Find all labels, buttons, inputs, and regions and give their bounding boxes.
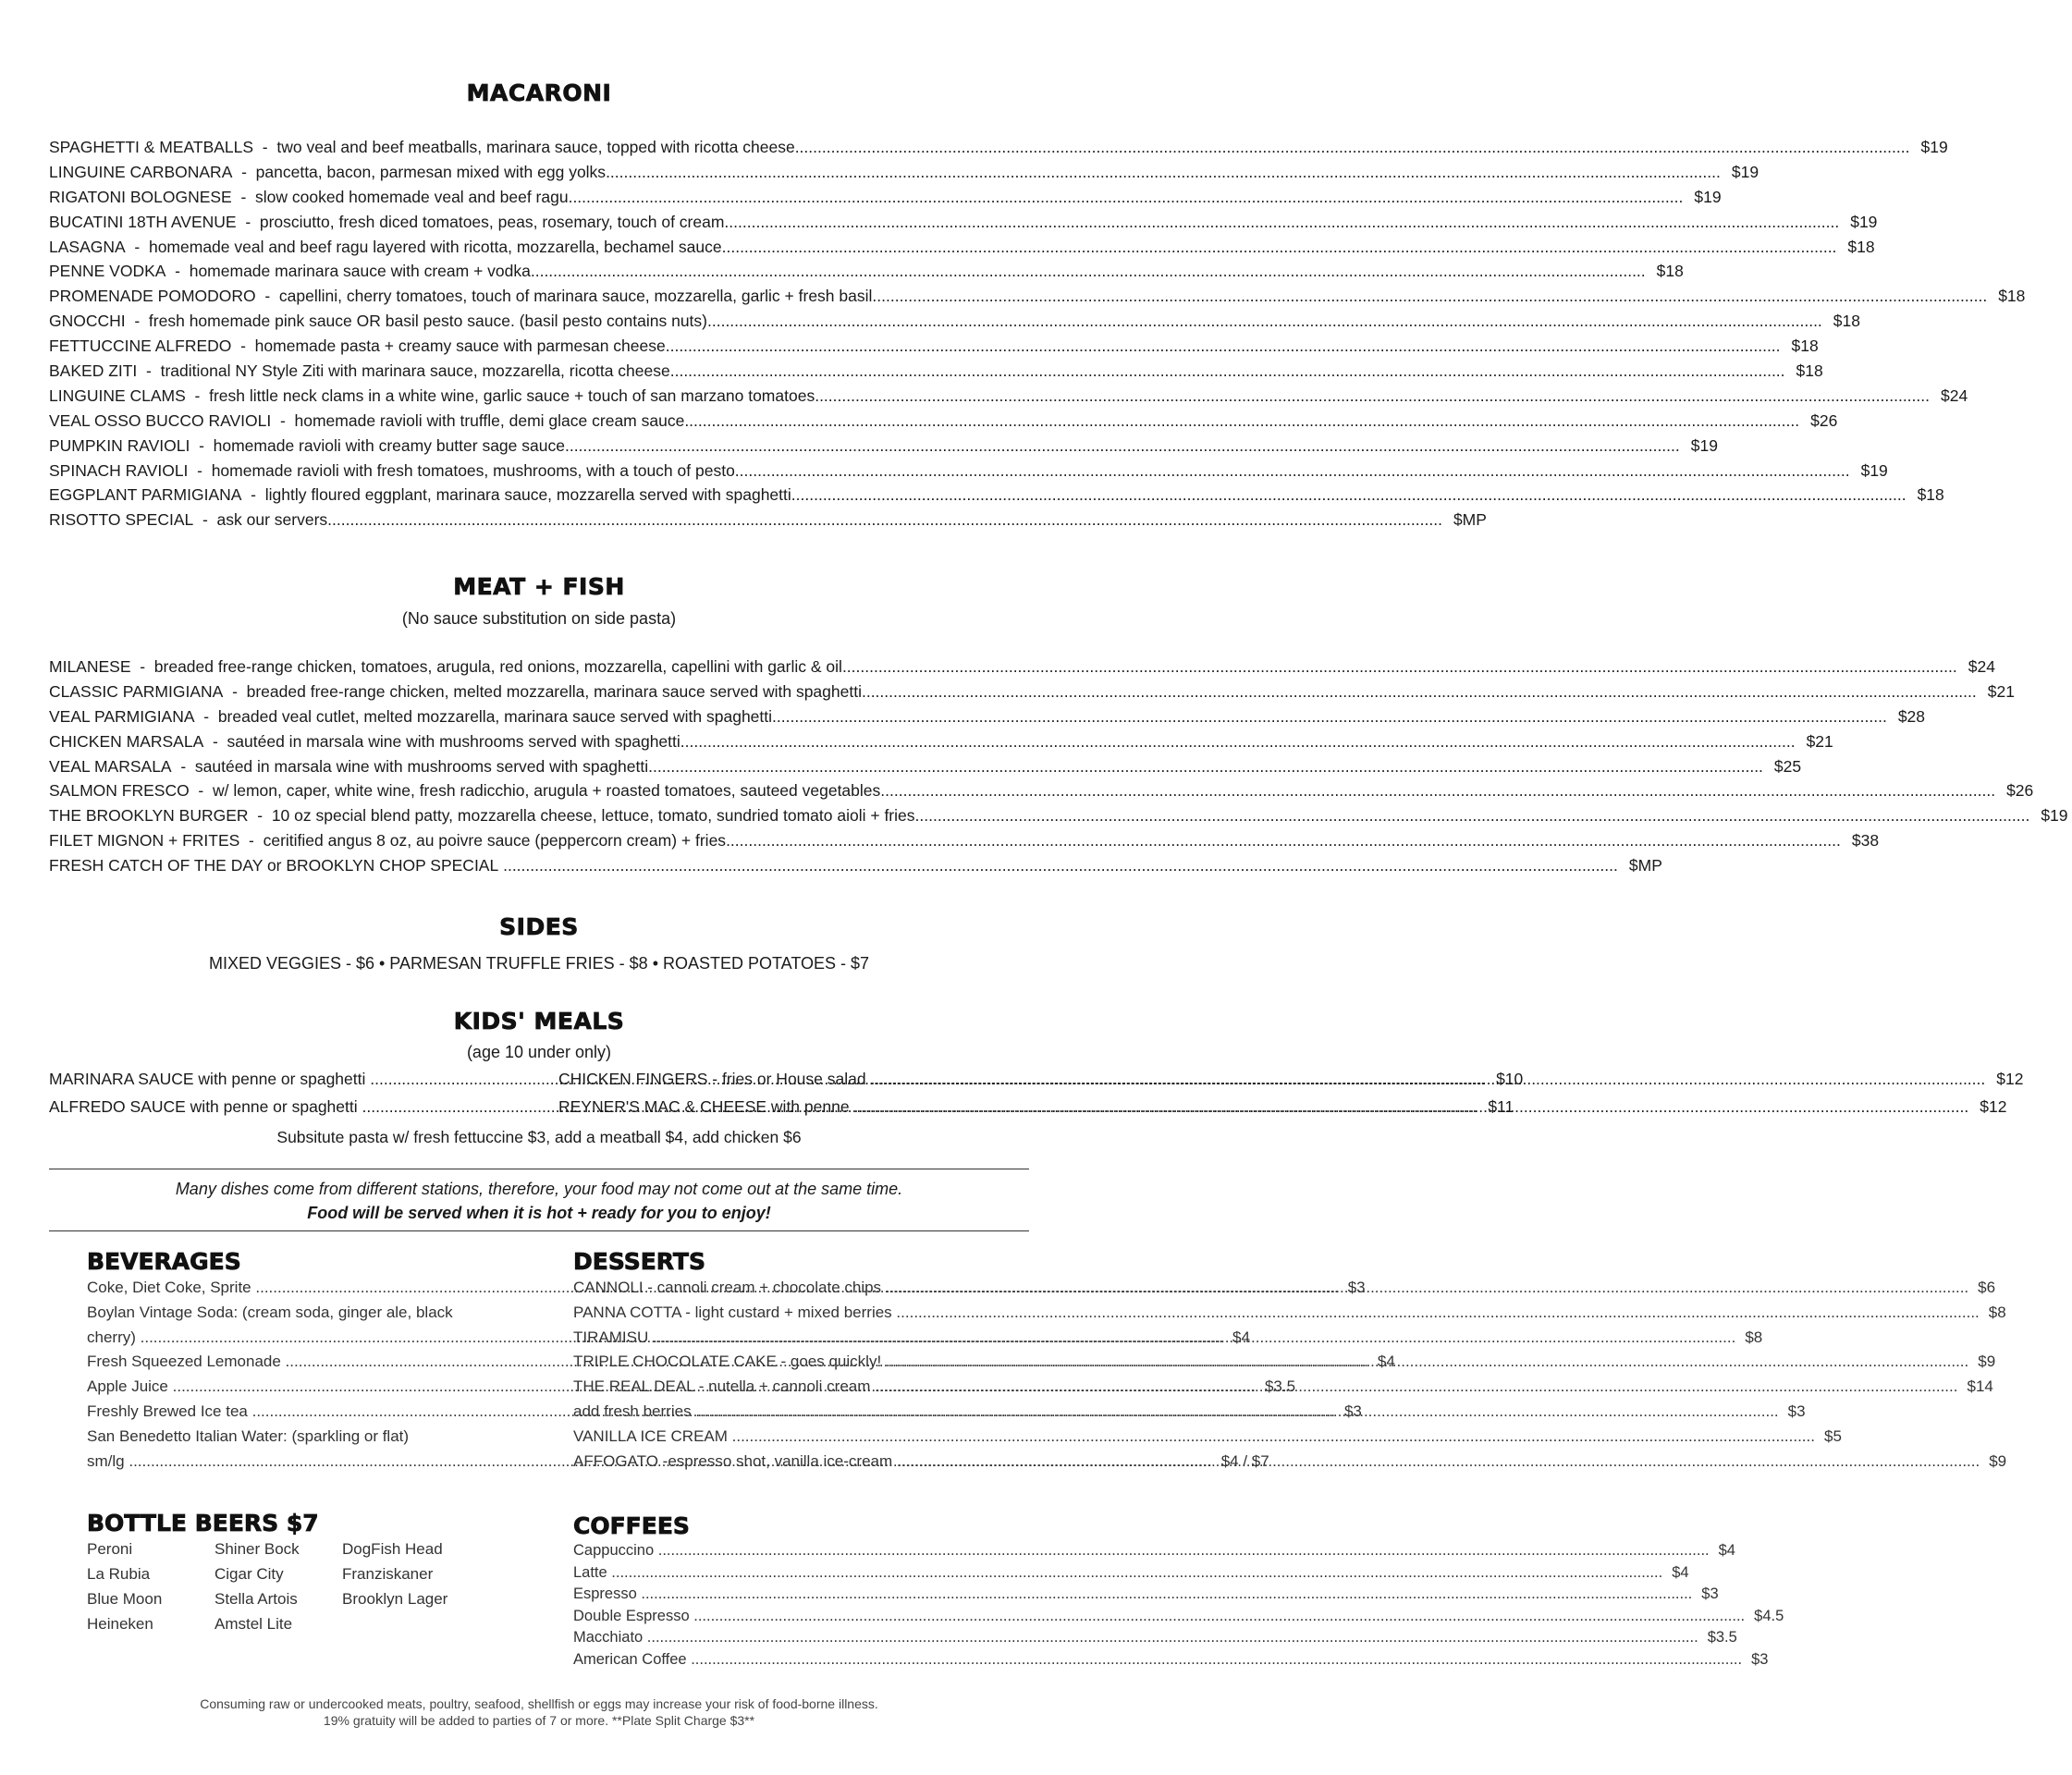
beer-item: DogFish Head: [342, 1540, 443, 1558]
item-price: $14: [1967, 1377, 1993, 1396]
item-price: $8: [1988, 1303, 2006, 1321]
item-description: two veal and beef meatballs, marinara sauce, topped with ricotta cheese: [276, 138, 795, 156]
item-price: $4: [1232, 1328, 1250, 1346]
item-description: ask our servers: [216, 510, 328, 530]
notice-line-2: Food will be served when it is hot + ready for you to enjoy!: [307, 1204, 771, 1222]
item-price: $18: [1656, 262, 1684, 281]
item-name: EGGPLANT PARMIGIANA: [49, 485, 242, 505]
dot-leader: [531, 262, 1646, 281]
item-description: lightly floured eggplant, marinara sauce, mozzarella served with spaghetti: [264, 485, 791, 505]
item-price: $4 / $7: [1220, 1451, 1269, 1470]
item-name: THE BROOKLYN BURGER: [49, 806, 249, 826]
menu-item: [49, 781, 2034, 806]
item-separator: -: [236, 212, 260, 231]
item-name: Coke, Diet Coke, Sprite: [87, 1279, 251, 1296]
item-name: Latte: [573, 1563, 607, 1581]
item-price: $21: [1806, 731, 1833, 751]
item-name: Espresso: [573, 1585, 637, 1602]
item-description: w/ lemon, caper, white wine, fresh radicchio, arugula + roasted tomatoes, sauteed vegetables: [212, 781, 881, 801]
menu-item: [49, 262, 1684, 287]
item-price: $28: [1897, 706, 1926, 726]
dot-leader: [897, 1452, 1980, 1471]
dot-leader: [842, 657, 1957, 677]
item-price: $18: [1847, 237, 1875, 256]
item-name: FRESH CATCH OF THE DAY or BROOKLYN CHOP SPECIAL: [49, 856, 499, 875]
menu-item: [49, 856, 1662, 881]
dot-leader: [875, 1377, 1957, 1396]
item-name: BAKED ZITI: [49, 361, 138, 381]
meat-fish-list: [49, 657, 2068, 881]
item-price: $MP: [1628, 856, 1662, 875]
beer-item: Shiner Bock: [215, 1540, 300, 1558]
item-name: SALMON FRESCO: [49, 781, 190, 801]
menu-item: [573, 1585, 1719, 1608]
dot-leader: [648, 757, 1763, 777]
item-name: RISOTTO SPECIAL: [49, 510, 194, 530]
item-description: capellini, cherry tomatoes, touch of marinara sauce, mozzarella, garlic + fresh basil: [278, 287, 873, 306]
dot-leader: [862, 682, 1977, 702]
item-price: $12: [1980, 1097, 2007, 1116]
item-separator: -: [171, 756, 195, 776]
menu-item: [49, 657, 1995, 682]
menu-item: [573, 1328, 1763, 1353]
dot-leader: [726, 831, 1841, 851]
item-name: sm/lg: [87, 1451, 125, 1470]
menu-item: [49, 312, 1860, 337]
item-price: $18: [1791, 337, 1819, 356]
dot-leader: [722, 238, 1837, 257]
item-separator: -: [194, 706, 218, 726]
item-name: VEAL PARMIGIANA: [49, 706, 195, 726]
item-name: Macchiato: [573, 1629, 644, 1646]
divider-bottom: [49, 1230, 1029, 1231]
dot-leader: [641, 1585, 1692, 1603]
item-price: $26: [2006, 781, 2034, 801]
sides-line: MIXED VEGGIES - $6 • PARMESAN TRUFFLE FRIES - $8 • ROASTED POTATOES - $7: [208, 954, 870, 973]
menu-item: [49, 361, 1823, 386]
item-separator: -: [271, 410, 295, 430]
dot-leader: [732, 1427, 1815, 1446]
item-price: $5: [1823, 1426, 1842, 1445]
dot-leader: [565, 436, 1680, 456]
item-price: $18: [1998, 287, 2026, 306]
item-name: CHICKEN FINGERS - fries or House salad: [558, 1070, 866, 1088]
item-description: homemade ravioli with creamy butter sage sauce: [213, 435, 565, 455]
item-name: FETTUCCINE ALFREDO: [49, 337, 232, 356]
item-separator: -: [130, 657, 154, 676]
item-price: $38: [1851, 831, 1880, 851]
menu-item: [573, 1402, 1806, 1427]
item-price: $4: [1672, 1563, 1689, 1581]
item-name: MILANESE: [49, 657, 131, 676]
item-separator: -: [125, 237, 149, 256]
item-description: homemade ravioli with truffle, demi glace cream sauce: [294, 410, 685, 430]
item-price: $19: [1920, 138, 1948, 156]
item-name: VEAL OSSO BUCCO RAVIOLI: [49, 410, 272, 430]
item-name: Double Espresso: [573, 1607, 690, 1624]
menu-item: [49, 410, 1838, 436]
item-separator: -: [253, 138, 277, 156]
menu-item: [49, 337, 1819, 361]
dot-leader: [795, 138, 1910, 157]
menu-item: [87, 1304, 501, 1328]
dot-leader: [880, 781, 1995, 801]
item-price: $9: [1978, 1353, 1996, 1371]
item-name: LINGUINE CARBONARA: [49, 162, 233, 181]
menu-item: [49, 510, 1487, 535]
item-name: BUCATINI 18TH AVENUE: [49, 212, 237, 231]
menu-item: [49, 485, 1944, 510]
item-separator: -: [166, 262, 190, 281]
item-description: pancetta, bacon, parmesan mixed with egg yolks: [255, 162, 607, 181]
item-price: $3: [1787, 1402, 1806, 1420]
item-description: homemade veal and beef ragu layered with ricotta, mozzarella, bechamel sauce: [148, 237, 722, 256]
bottle-beers-title: BOTTLE BEERS $7: [87, 1510, 319, 1536]
item-separator: -: [248, 806, 272, 826]
beer-item: Heineken: [87, 1615, 153, 1633]
footer-line-1: Consuming raw or undercooked meats, poultry, seafood, shellfish or eggs may increase your risk of food-borne illness.: [200, 1696, 878, 1711]
menu-item: [573, 1650, 1769, 1673]
menu-item: [49, 731, 1833, 757]
item-name: PANNA COTTA - light custard + mixed berries: [573, 1303, 892, 1321]
item-description: homemade pasta + creamy sauce with parmesan cheese: [254, 337, 666, 356]
item-price: $19: [2041, 806, 2068, 826]
menu-item: [49, 187, 1722, 213]
item-name: MARINARA SAUCE with penne or spaghetti: [49, 1070, 366, 1088]
dot-leader: [503, 856, 1618, 875]
menu-item: [49, 162, 1759, 188]
item-description: breaded free-range chicken, melted mozzarella, marinara sauce served with spaghetti: [246, 681, 862, 701]
item-price: $6: [1978, 1279, 1996, 1296]
item-price: $3: [1347, 1279, 1366, 1296]
menu-item: [49, 756, 1802, 782]
dot-leader: [695, 1402, 1778, 1421]
item-description: breaded free-range chicken, tomatoes, arugula, red onions, mozzarella, capellini with garlic & oil: [153, 657, 842, 676]
dot-leader: [691, 1651, 1742, 1669]
item-price: $4.5: [1754, 1607, 1784, 1624]
beer-item: Blue Moon: [87, 1590, 163, 1608]
menu-item: [49, 435, 1718, 461]
desserts-title: DESSERTS: [573, 1248, 705, 1275]
item-name: FILET MIGNON + FRITES: [49, 831, 240, 851]
item-price: $25: [1773, 756, 1802, 776]
item-name: PENNE VODKA: [49, 262, 166, 281]
menu-item: [49, 460, 1888, 486]
beverages-title: BEVERAGES: [87, 1248, 241, 1275]
dot-leader: [915, 806, 2030, 826]
item-name: San Benedetto Italian Water: (sparkling or flat): [87, 1426, 410, 1445]
item-name: American Coffee: [573, 1650, 687, 1668]
menu-item: [49, 138, 1948, 163]
menu-item: [573, 1629, 1737, 1651]
item-price: $26: [1810, 410, 1838, 430]
beer-item: Peroni: [87, 1540, 133, 1558]
item-price: $24: [1968, 657, 1995, 676]
item-name: VANILLA ICE CREAM: [573, 1426, 728, 1445]
dot-leader: [870, 1070, 1985, 1089]
item-price: $MP: [1453, 510, 1487, 530]
macaroni-title: MACARONI: [466, 80, 612, 106]
item-price: $12: [1996, 1070, 2024, 1088]
kids-subtitle: (age 10 under only): [466, 1043, 612, 1061]
item-description: traditional NY Style Ziti with marinara sauce, mozzarella, ricotta cheese: [160, 361, 670, 381]
item-name: Freshly Brewed Ice tea: [87, 1402, 248, 1420]
item-name: AFFOGATO -espresso shot, vanilla ice-cream: [573, 1451, 893, 1470]
item-name: VEAL MARSALA: [49, 756, 172, 776]
menu-item: [49, 706, 1926, 732]
menu-item: [49, 386, 1968, 411]
menu-item: [573, 1353, 1996, 1377]
item-description: fresh little neck clams in a white wine, garlic sauce + touch of san marzano tomatoes: [209, 386, 815, 405]
item-name: PROMENADE POMODORO: [49, 287, 256, 306]
item-name: TIRAMISU: [573, 1328, 649, 1346]
dot-leader: [569, 188, 1684, 207]
footer-line-2: 19% gratuity will be added to parties of 7 or more. **Plate Split Charge $3**: [323, 1713, 755, 1728]
coffees-list: [573, 1542, 1784, 1672]
item-price: $24: [1941, 386, 1968, 405]
dot-leader: [724, 213, 1839, 232]
item-price: $4: [1718, 1542, 1735, 1559]
menu-item: [573, 1542, 1735, 1564]
dot-leader: [680, 732, 1796, 752]
dot-leader: [693, 1608, 1745, 1625]
beer-item: La Rubia: [87, 1565, 151, 1583]
item-description: breaded veal cutlet, melted mozzarella, marinara sauce served with spaghetti: [217, 706, 773, 726]
item-name: LINGUINE CLAMS: [49, 386, 186, 405]
dot-leader: [791, 485, 1906, 505]
dot-leader: [815, 386, 1930, 406]
item-name: CLASSIC PARMIGIANA: [49, 681, 224, 701]
item-price: $19: [1860, 460, 1888, 480]
dot-leader: [327, 510, 1442, 530]
dot-leader: [606, 163, 1721, 182]
item-description: 10 oz special blend patty, mozzarella cheese, lettuce, tomato, sundried tomato aioli + fries: [271, 806, 915, 826]
item-description: ceritified angus 8 oz, au poivre sauce (peppercorn cream) + fries: [263, 831, 727, 851]
item-separator: -: [189, 781, 213, 801]
meat-fish-title: MEAT + FISH: [453, 573, 625, 600]
dot-leader: [670, 361, 1785, 381]
item-price: $19: [1694, 187, 1722, 206]
dot-leader: [772, 707, 1887, 727]
menu-item: [49, 212, 1878, 238]
item-name: Apple Juice: [87, 1377, 168, 1396]
beer-item: Brooklyn Lager: [342, 1590, 448, 1608]
item-price: $21: [1987, 681, 2015, 701]
item-name: ALFREDO SAUCE with penne or spaghetti: [49, 1097, 358, 1116]
dot-leader: [735, 461, 1850, 481]
menu-item: [573, 1426, 1842, 1452]
item-separator: -: [241, 485, 265, 505]
item-name: TRIPLE CHOCOLATE CAKE - goes quickly!: [573, 1353, 882, 1371]
dot-leader: [647, 1629, 1698, 1646]
bottle-beers-grid: [87, 1540, 490, 1633]
menu-item: [49, 287, 2026, 312]
item-separator: -: [125, 312, 149, 331]
item-price: $8: [1745, 1328, 1763, 1346]
item-price: $19: [1850, 212, 1878, 231]
item-name: CHICKEN MARSALA: [49, 731, 204, 751]
item-name: PUMPKIN RAVIOLI: [49, 435, 190, 455]
item-price: $19: [1690, 435, 1718, 455]
notice-line-1: Many dishes come from different stations, therefore, your food may not come out at the same time.: [175, 1180, 903, 1198]
item-name: REYNER'S MAC & CHEESE with penne: [558, 1097, 850, 1116]
item-name: CANNOLI - cannoli cream + chocolate chips: [573, 1279, 882, 1296]
item-price: $10: [1496, 1070, 1524, 1088]
dot-leader: [684, 411, 1799, 431]
item-separator: -: [239, 831, 264, 851]
item-separator: -: [231, 187, 256, 206]
sides-title: SIDES: [499, 913, 579, 940]
item-separator: -: [223, 681, 247, 701]
dot-leader: [611, 1564, 1662, 1582]
menu-item: [573, 1563, 1689, 1586]
item-name: LASAGNA: [49, 237, 126, 256]
item-name: cherry): [87, 1328, 136, 1346]
item-separator: -: [255, 287, 279, 306]
item-price: $4: [1377, 1353, 1395, 1371]
item-separator: -: [203, 731, 227, 751]
item-price: $3: [1751, 1650, 1769, 1668]
item-name: RIGATONI BOLOGNESE: [49, 187, 232, 206]
item-price: $3: [1343, 1402, 1362, 1420]
item-description: slow cooked homemade veal and beef ragu: [255, 187, 569, 206]
kids-title: KIDS' MEALS: [453, 1008, 625, 1034]
item-price: $19: [1731, 162, 1759, 181]
menu-item: [49, 237, 1875, 263]
dot-leader: [886, 1353, 1968, 1371]
item-description: homemade ravioli with fresh tomatoes, mushrooms, with a touch of pesto: [211, 460, 735, 480]
item-separator: -: [137, 361, 161, 381]
item-name: add fresh berries: [573, 1402, 692, 1420]
item-price: $3.5: [1264, 1377, 1296, 1396]
item-description: prosciutto, fresh diced tomatoes, peas, rosemary, touch of cream: [259, 212, 725, 231]
item-description: sautéed in marsala wine with mushrooms served with spaghetti: [227, 731, 680, 751]
item-name: GNOCCHI: [49, 312, 126, 331]
menu-item: [87, 1427, 501, 1452]
item-price: $11: [1488, 1097, 1514, 1116]
menu-item: [49, 831, 1880, 856]
item-name: Fresh Squeezed Lemonade: [87, 1353, 281, 1371]
item-price: $3: [1701, 1585, 1719, 1602]
meat-fish-subtitle: (No sauce substitution on side pasta): [401, 609, 677, 628]
dot-leader: [853, 1097, 1968, 1117]
item-price: $9: [1989, 1451, 2007, 1470]
item-name: Cappuccino: [573, 1542, 655, 1559]
item-separator: -: [188, 460, 212, 480]
dot-leader: [666, 337, 1781, 356]
item-price: $18: [1917, 485, 1944, 505]
dot-leader: [872, 287, 1987, 306]
item-separator: -: [231, 337, 255, 356]
item-name: SPINACH RAVIOLI: [49, 460, 189, 480]
item-description: sautéed in marsala wine with mushrooms served with spaghetti: [194, 756, 649, 776]
item-name: SPAGHETTI & MEATBALLS: [49, 138, 254, 156]
item-description: fresh homemade pink sauce OR basil pesto sauce. (basil pesto contains nuts): [148, 312, 707, 331]
item-name: Boylan Vintage Soda: (cream soda, ginger ale, black: [87, 1303, 453, 1321]
dot-leader: [707, 312, 1822, 331]
item-price: $18: [1833, 312, 1860, 331]
beer-item: Cigar City: [215, 1565, 284, 1583]
beer-item: Amstel Lite: [215, 1615, 293, 1633]
item-separator: -: [185, 386, 210, 405]
dot-leader: [896, 1304, 1979, 1322]
item-separator: -: [232, 162, 256, 181]
menu-item: [573, 1303, 2006, 1328]
menu-item: [49, 681, 2015, 707]
beer-item: Stella Artois: [215, 1590, 298, 1608]
dot-leader: [886, 1279, 1968, 1297]
beer-item: [342, 1615, 490, 1633]
item-separator: -: [193, 510, 217, 530]
item-description: homemade marinara sauce with cream + vodka: [189, 262, 531, 281]
macaroni-list: [49, 138, 2026, 535]
dot-leader: [653, 1328, 1735, 1347]
item-name: THE REAL DEAL - nutella + cannoli cream: [573, 1377, 871, 1396]
menu-item: [49, 806, 2068, 831]
coffees-title: COFFEES: [573, 1512, 690, 1539]
item-separator: -: [190, 435, 214, 455]
menu-item: [573, 1607, 1784, 1630]
item-price: $18: [1796, 361, 1823, 381]
item-price: $3.5: [1707, 1629, 1737, 1646]
kids-note: Subsitute pasta w/ fresh fettuccine $3, add a meatball $4, add chicken $6: [276, 1128, 802, 1146]
beer-item: Franziskaner: [342, 1565, 434, 1583]
dot-leader: [658, 1542, 1710, 1560]
menu-item: [573, 1279, 1996, 1304]
